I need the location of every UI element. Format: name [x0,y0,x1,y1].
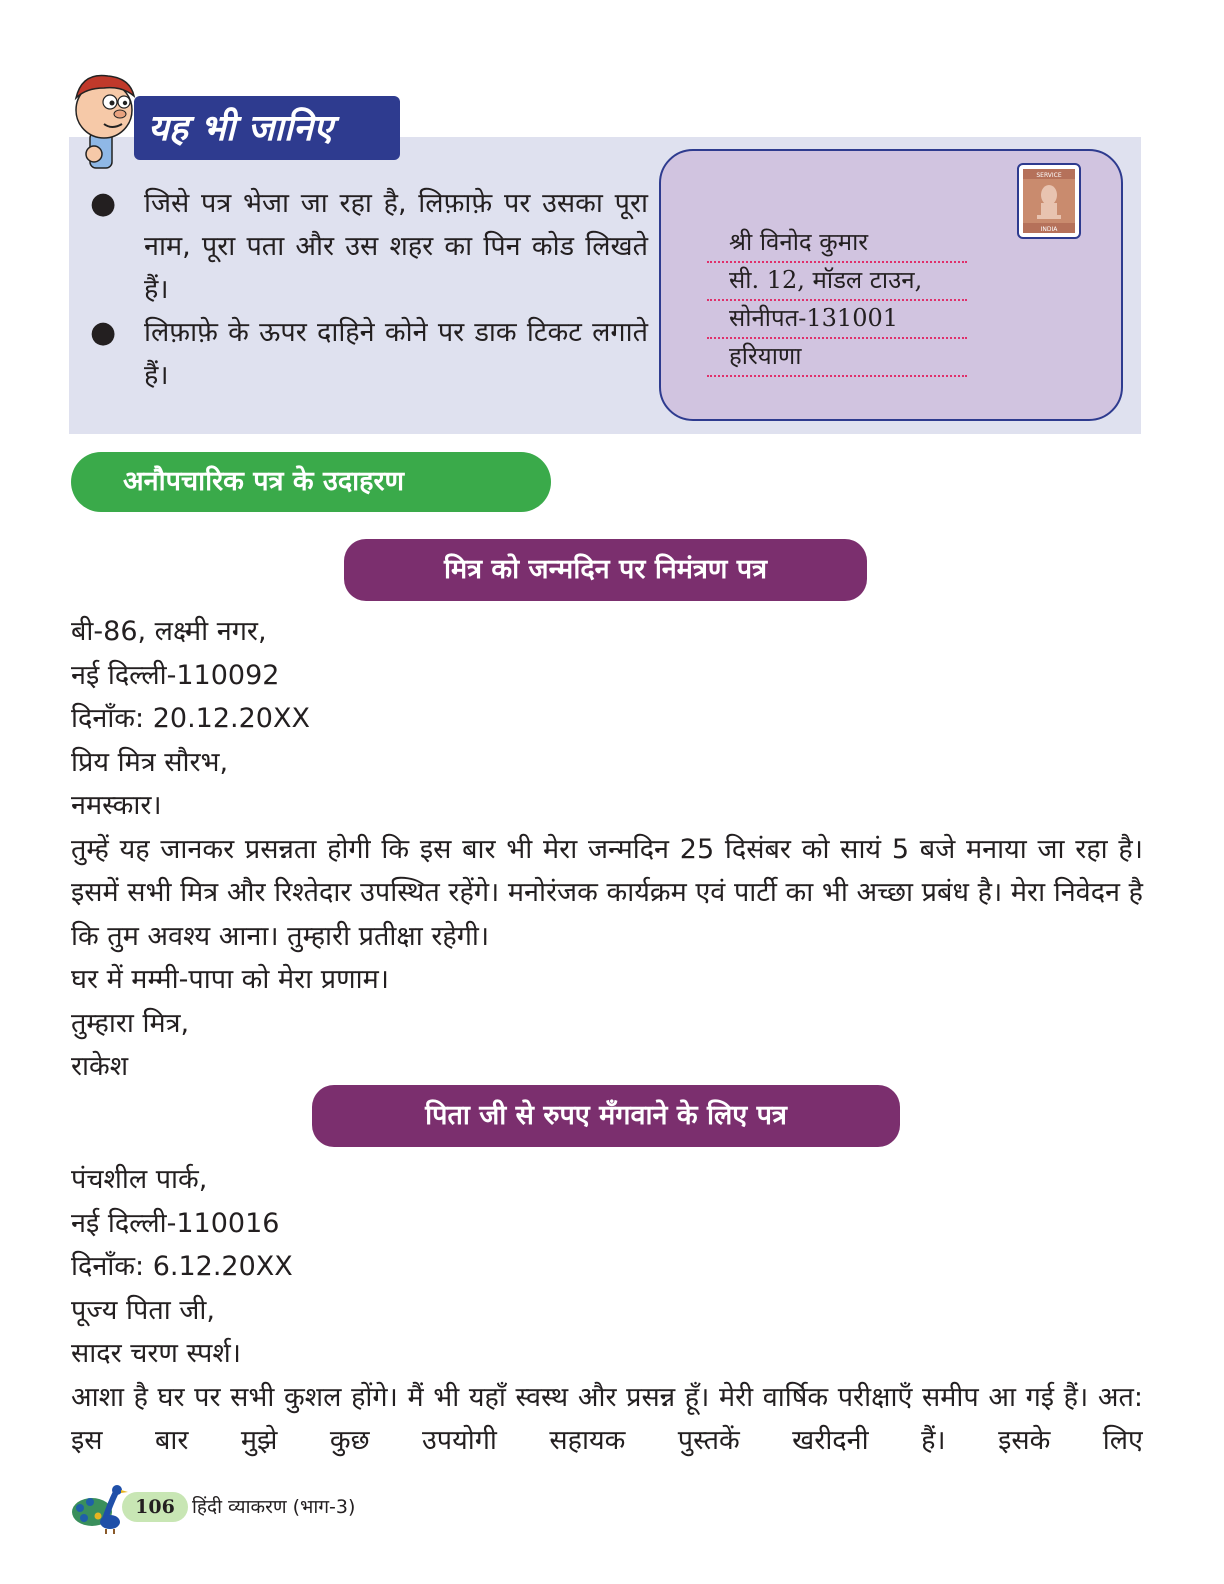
address-line: सी. 12, मॉडल टाउन, [707,263,967,301]
letter-extra-line: घर में मम्मी-पापा को मेरा प्रणाम। [71,964,389,995]
bullet-icon: ● [90,186,117,221]
letter-invitation [71,610,1143,1089]
letter-greeting: नमस्कार। [71,790,162,821]
letter-closing: तुम्हारा मित्र, [71,1007,190,1039]
envelope-address [707,225,967,377]
letter-body: तुम्हें यह जानकर प्रसन्नता होगी कि इस बार भी मेरा जन्मदिन 25 दिसंबर को सायं 5 बजे मनाया जा रहा है। इसमें सभी मित्र और रिश्तेदार उपस्थित रहेंगे। मनोरंजक कार्यक्रम एवं पार्टी का भी अच्छा प्रबंध है। मेरा निवेदन है कि तुम अवश्य आना। तुम्हारी प्रतीक्षा रहेगी। [71,833,1143,952]
info-point [88,182,648,311]
envelope-illustration [659,149,1123,421]
book-title: हिंदी व्याकरण (भाग-3) [192,1496,356,1518]
address-line: सोनीपत-131001 [707,301,967,339]
letter-body: आशा है घर पर सभी कुशल होंगे। मैं भी यहाँ स्वस्थ और प्रसन्न हूँ। मेरी वार्षिक परीक्षाएँ समीप आ गई हैं। अत: इस बार मुझे कुछ उपयोगी सहायक पुस्तकें खरीदनी हैं। इसके लिए [71,1381,1143,1456]
sender-address-line: पंचशील पार्क, [71,1164,208,1195]
section-heading: अनौपचारिक पत्र के उदाहरण [71,452,551,512]
letter-greeting: सादर चरण स्पर्श। [71,1338,241,1369]
letter-salutation: पूज्य पिता जी, [71,1294,215,1326]
info-points-list [88,182,648,397]
mascot-boy-icon [64,68,144,172]
sender-address-line: नई दिल्ली-110016 [71,1207,280,1239]
letter-title: पिता जी से रुपए मँगवाने के लिए पत्र [312,1085,900,1147]
stamp-top-text: SERVICE [1036,172,1062,179]
page-footer [70,1478,470,1538]
letter-salutation: प्रिय मित्र सौरभ, [71,746,229,778]
info-point-text: जिसे पत्र भेजा जा रहा है, लिफ़ाफ़े पर उसका पूरा नाम, पूरा पता और उस शहर का पिन कोड लिखते हैं। [144,188,648,305]
page-number: 106 [122,1492,188,1522]
letter-date: दिनाँक: 6.12.20XX [71,1251,293,1282]
sender-address-line: बी-86, लक्ष्मी नगर, [71,616,267,647]
letter-date: दिनाँक: 20.12.20XX [71,703,310,734]
info-point-text: लिफ़ाफ़े के ऊपर दाहिने कोने पर डाक टिकट लगाते हैं। [144,317,648,391]
letter-signature: राकेश [71,1051,129,1082]
address-line: हरियाणा [707,339,967,377]
info-point [88,311,648,397]
bullet-icon: ● [90,315,117,350]
emblem-icon [1023,169,1075,233]
letter-money-request [71,1158,1143,1463]
info-heading-banner: यह भी जानिए [134,96,400,160]
letter-title: मित्र को जन्मदिन पर निमंत्रण पत्र [344,539,867,601]
sender-address-line: नई दिल्ली-110092 [71,659,280,691]
postage-stamp-icon [1017,163,1081,239]
stamp-bottom-text: INDIA [1040,226,1058,233]
address-line: श्री विनोद कुमार [707,225,967,263]
